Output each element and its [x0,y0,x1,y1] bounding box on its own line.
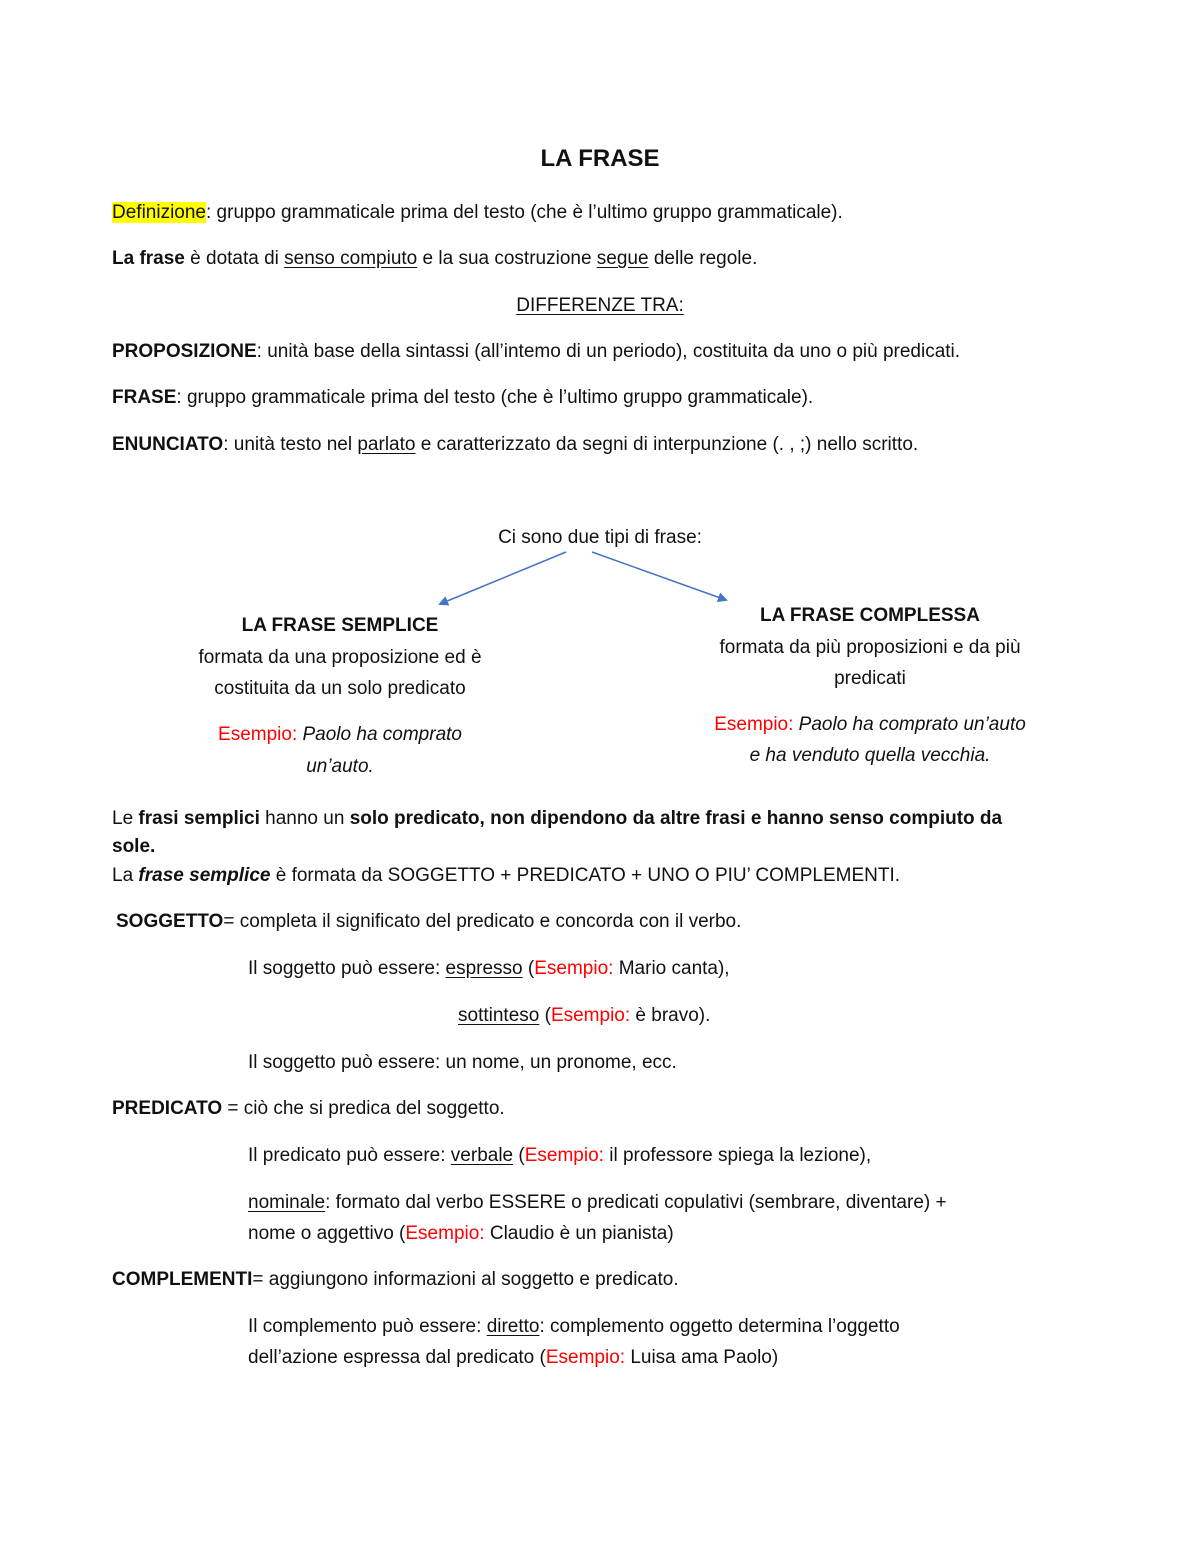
para-bold: frasi semplici [138,808,260,829]
predicato-sub-2 [248,1190,947,1216]
sub-underline: nominale [248,1192,326,1213]
frase-complessa-example-1 [660,712,1080,738]
soggetto-sub-1 [248,956,730,982]
intro-text-3: delle regole. [648,248,758,269]
sub-text: nome o aggettivo ( [248,1223,406,1244]
para-bold: sole. [112,836,156,857]
soggetto-sub-2 [458,1003,710,1029]
composition-line [112,863,900,889]
example-text: e ha venduto quella vecchia. [749,745,991,766]
sub-text: il professore spiega la lezione), [603,1145,872,1166]
complementi-sub-2 [248,1345,778,1371]
sub-underline: diretto [486,1316,540,1337]
composition-term: frase semplice [138,865,271,886]
intro-underline-2: segue [596,248,649,269]
frase-semplice-title: LA FRASE SEMPLICE [241,615,439,636]
intro-text-1: è dotata di [184,248,285,269]
soggetto-line [116,909,741,935]
frase-term: FRASE [112,387,177,408]
types-intro: Ci sono due tipi di frase: [498,527,702,548]
sub-underline: espresso [445,958,523,979]
enunciato-text-1: : unità testo nel [223,434,358,455]
example-label: Esempio: [550,1005,631,1026]
frase-semplice-example-2 [140,754,540,780]
example-text: Paolo ha comprato un’auto [793,714,1026,735]
arrow-left [440,552,566,604]
sub-text: : complemento oggetto determina l’oggetto [539,1316,900,1337]
frase-complessa-example-2 [660,743,1080,769]
soggetto-sub-3: Il soggetto può essere: un nome, un pronome, ecc. [248,1052,677,1073]
sub-text: Claudio è un pianista) [484,1223,674,1244]
sub-text: Il soggetto può essere: [248,958,446,979]
sub-text: dell’azione espressa dal predicato ( [248,1347,546,1368]
differences-heading-text: DIFFERENZE TRA: [516,295,684,316]
frase-complessa-line-1: formata da più proposizioni e da più [719,637,1021,658]
frasi-semplici-para-line-1 [112,806,1002,832]
predicato-text: = ciò che si predica del soggetto. [222,1098,505,1119]
para-bold: , non dipendono da altre frasi e hanno senso compiuto da [479,808,1003,829]
enunciato-text-2: e caratterizzato da segni di interpunzione (. , ;) nello scritto. [415,434,919,455]
intro-underline-1: senso compiuto [284,248,418,269]
frase-complessa-line-2: predicati [834,668,906,689]
example-text: un’auto. [306,756,374,777]
soggetto-text: = completa il significato del predicato e concorda con il verbo. [223,911,742,932]
proposizione-text: : unità base della sintassi (all’intemo di un periodo), costituita da uno o più predicati. [256,341,961,362]
complementi-sub-1 [248,1314,900,1340]
predicato-sub-1 [248,1143,871,1169]
page-title: LA FRASE [540,145,660,172]
predicato-term: PREDICATO [112,1098,223,1119]
sub-text: Luisa ama Paolo) [625,1347,779,1368]
sub-text: Il predicato può essere: [248,1145,451,1166]
para-bold: solo predicato [349,808,480,829]
predicato-sub-3 [248,1221,674,1247]
frase-semplice-example-1 [140,722,540,748]
example-label: Esempio: [714,714,794,735]
complementi-text: = aggiungono informazioni al soggetto e predicato. [252,1269,679,1290]
sub-text: Mario canta), [613,958,730,979]
example-label: Esempio: [218,724,298,745]
composition-text: La [112,865,139,886]
frase-complessa-title: LA FRASE COMPLESSA [760,605,980,626]
frase-semplice-line-1: formata da una proposizione ed è [198,647,482,668]
sub-text: Il complemento può essere: [248,1316,487,1337]
example-text: Paolo ha comprato [297,724,462,745]
sub-underline: sottinteso [458,1005,540,1026]
definition-text: : gruppo grammaticale prima del testo (che è l’ultimo gruppo grammaticale). [206,202,843,223]
proposizione-term: PROPOSIZIONE [112,341,257,362]
sub-underline: verbale [450,1145,514,1166]
complementi-line [112,1267,679,1293]
sub-text: : formato dal verbo ESSERE o predicati copulativi (sembrare, diventare) + [325,1192,947,1213]
sub-text: ( [539,1005,551,1026]
sub-text: è bravo). [630,1005,711,1026]
composition-text: è formata da SOGGETTO + PREDICATO + UNO O PIU’ COMPLEMENTI. [270,865,901,886]
intro-bold: La frase [112,248,185,269]
para-text: Le [112,808,139,829]
sub-text: ( [513,1145,525,1166]
example-label: Esempio: [545,1347,626,1368]
para-text: hanno un [259,808,350,829]
definition-label: Definizione [112,202,206,223]
example-label: Esempio: [534,958,614,979]
soggetto-term: SOGGETTO [116,911,224,932]
enunciato-term: ENUNCIATO [112,434,224,455]
frase-text: : gruppo grammaticale prima del testo (che è l’ultimo gruppo grammaticale). [176,387,814,408]
arrow-right [592,552,726,600]
frasi-semplici-para-line-2 [112,834,155,860]
example-label: Esempio: [524,1145,604,1166]
enunciato-underline: parlato [357,434,416,455]
complementi-term: COMPLEMENTI [112,1269,253,1290]
intro-text-2: e la sua costruzione [417,248,597,269]
predicato-line [112,1096,505,1122]
example-label: Esempio: [405,1223,485,1244]
sub-text: ( [522,958,535,979]
frase-semplice-line-2: costituita da un solo predicato [214,678,466,699]
